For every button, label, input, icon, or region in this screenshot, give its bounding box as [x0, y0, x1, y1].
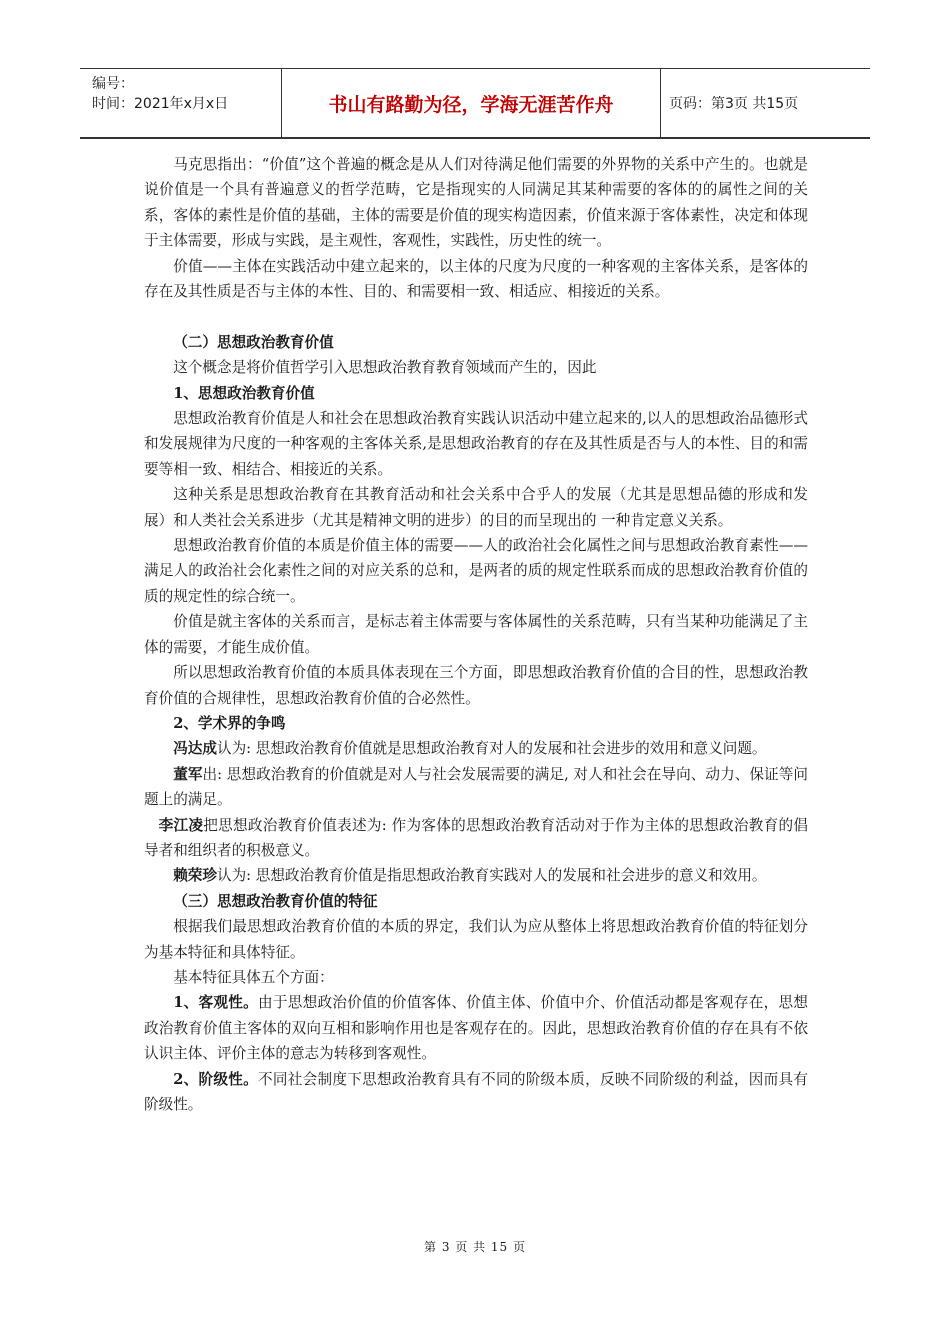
- paragraph: 根据我们最思想政治教育价值的本质的界定，我们认为应从整体上将思想政治教育价值的特征划分为基本特征和具体特征。: [144, 918, 808, 961]
- paragraph: 思想政治教育价值是人和社会在思想政治教育实践认识活动中建立起来的,以人的思想政治品德形式和发展规律为尺度的一种客观的主客体关系,是思想政治教育的存在及其性质是否与人的本性、目的和需要等相一致、相结合、相接近的关系。: [144, 410, 808, 478]
- section-heading: （二）思想政治教育价值: [173, 333, 334, 351]
- paragraph: 这种关系是思想政治教育在其教育活动和社会关系中合乎人的发展（尤其是思想品德的形成和发展）和人类社会关系进步（尤其是精神文明的进步）的目的而呈现出的 一种肯定意义关系。: [144, 486, 808, 529]
- scholar-text: 认为: 思想政治教育价值就是思想政治教育对人的发展和社会进步的效用和意义问题。: [216, 740, 767, 758]
- scholar-name: 董军: [173, 765, 203, 783]
- scholar-text: 出: 思想政治教育的价值就是对人与社会发展需要的满足, 对人和社会在导向、动力、保证等问题上的满足。: [144, 765, 808, 809]
- paragraph: 这个概念是将价值哲学引入思想政治教育教育领域而产生的，因此: [173, 359, 597, 377]
- feature-item: [144, 990, 808, 1066]
- scholar-name: 李江凌: [158, 816, 204, 834]
- scholar-view: [144, 863, 808, 888]
- scholar-text: 把思想政治教育价值表述为: 作为客体的思想政治教育活动对于作为主体的思想政治教育的倡导者和组织者的积极意义。: [144, 816, 808, 859]
- paragraph: 马克思指出：“价值”这个普遍的概念是从人们对待满足他们需要的外界物的关系中产生的。也就是说价值是一个具有普遍意义的哲学范畴，它是指现实的人同满足其某种需要的客体的的属性之间的关系，客体的素性是价值的基础，主体的需要是价值的现实构造因素，价值来源于客体素性，决定和体现于主体需要，形成与实践，是主观性，客观性，实践性，历史性的统一。: [144, 156, 808, 250]
- page-header: [80, 68, 870, 139]
- paragraph: 价值是就主客体的关系而言，是标志着主体需要与客体属性的关系范畴，只有当某种功能满足了主体的需要，才能生成价值。: [144, 613, 808, 656]
- scholar-name: 冯达成: [173, 740, 217, 758]
- feature-text: 由于思想政治价值的价值客体、价值主体、价值中介、价值活动都是客观存在，思想政治教育价值主客体的双向互相和影响作用也是客观存在的。因此，思想政治教育价值的存在具有不依认识主体、评价主体的意志为转移到客观性。: [144, 994, 808, 1063]
- scholar-view: [144, 762, 808, 813]
- scholar-name: 赖荣珍: [173, 867, 217, 885]
- paragraph: 所以思想政治教育价值的本质具体表现在三个方面，即思想政治教育价值的合目的性，思想政治教育价值的合规律性，思想政治教育价值的合必然性。: [144, 664, 808, 707]
- scholar-view: [144, 813, 808, 864]
- scholar-view: [144, 736, 808, 761]
- header-page-info: 页码：第3页 共15页: [669, 96, 799, 112]
- subsection-heading: 2、学术界的争鸣: [173, 714, 286, 732]
- page-footer: 第 3 页 共 15 页: [424, 1240, 526, 1254]
- paragraph: 价值——主体在实践活动中建立起来的，以主体的尺度为尺度的一种客观的主客体关系，是客体的存在及其性质是否与主体的本性、目的、和需要相一致、相适应、相接近的关系。: [144, 257, 808, 301]
- paragraph: 基本特征具体五个方面：: [173, 968, 334, 986]
- feature-text: 不同社会制度下思想政治教育具有不同的阶级本质，反映不同阶级的利益，因而具有阶级性。: [144, 1070, 808, 1114]
- document-body: [144, 152, 808, 1117]
- feature-title: 2、阶级性。: [173, 1070, 258, 1088]
- scholar-text: 认为: 思想政治教育价值是指思想政治教育实践对人的发展和社会进步的意义和效用。: [216, 867, 767, 885]
- header-motto: 书山有路勤为径，学海无涯苦作舟: [282, 69, 661, 137]
- section-heading: （三）思想政治教育价值的特征: [173, 892, 378, 910]
- paragraph: 思想政治教育价值的本质是价值主体的需要——人的政治社会化属性之间与思想政治教育素性——满足人的政治社会化素性之间的对应关系的总和，是两者的质的规定性联系而成的思想政治教育价值的质的规定性的综合统一。: [144, 537, 808, 605]
- feature-title: 1、客观性。: [173, 994, 258, 1012]
- blank-line: [144, 304, 808, 329]
- subsection-heading: 1、思想政治教育价值: [173, 384, 315, 402]
- date-label: 时间：2021年x月x日: [92, 96, 229, 112]
- header-meta: [80, 69, 282, 137]
- number-label: 编号：: [92, 76, 134, 92]
- feature-item: [144, 1067, 808, 1118]
